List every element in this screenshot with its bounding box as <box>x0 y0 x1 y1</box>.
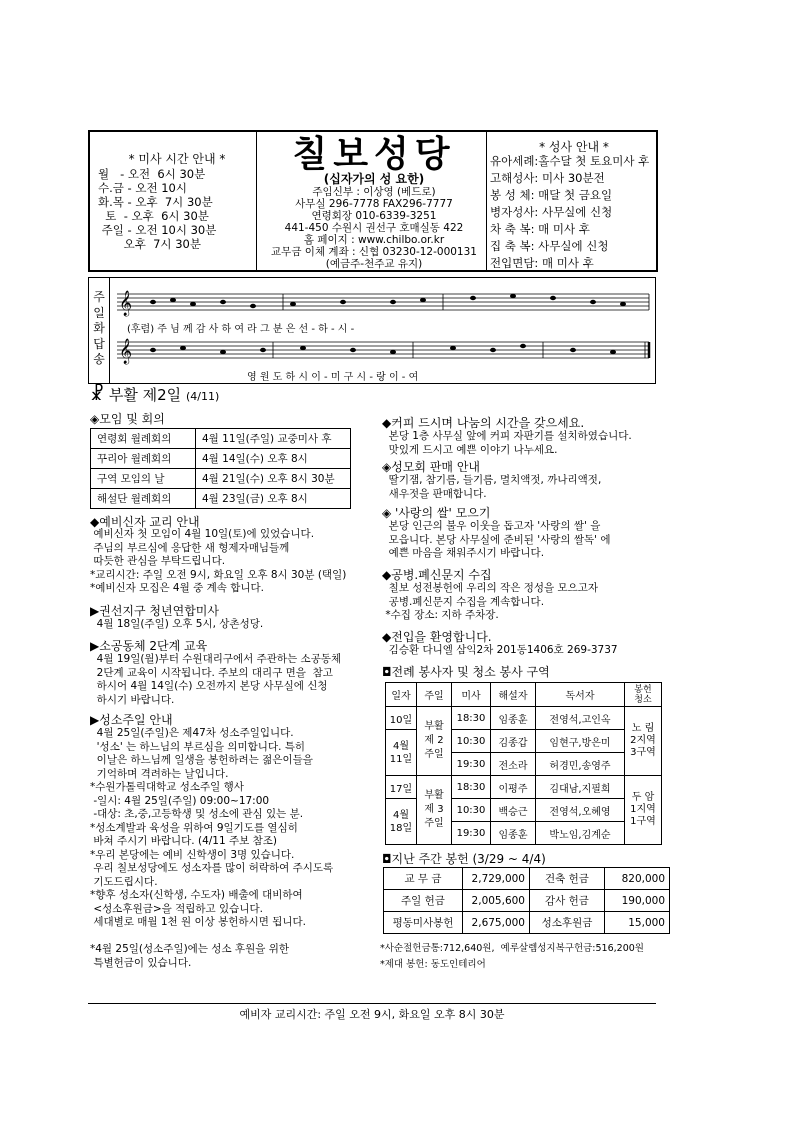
footer-divider <box>88 1003 656 1004</box>
office-phone-line: 사무실 296-7778 FAX296-7777 <box>295 198 453 210</box>
service-commentator: 임종훈 <box>491 707 536 730</box>
table-row <box>91 489 351 509</box>
meeting-time: 4월 21일(수) 오후 8시 30분 <box>196 469 351 489</box>
service-mass: 18:30 <box>452 776 491 799</box>
mass-row: 월 - 오전 6시 30분 <box>98 167 206 181</box>
offering-note-1: *사순절헌금통:712,640원, 예루살렘성지복구헌금:516,200원 <box>380 943 644 954</box>
column-header: 주일 <box>417 683 452 707</box>
service-readers: 박노임,김계순 <box>536 822 625 845</box>
meeting-time: 4월 11일(주일) 교중미사 후 <box>196 429 351 449</box>
meetings-table <box>90 428 351 509</box>
vocation-text: 4월 25일(주일)은 제47차 성소주일입니다. '성소' 는 하느님의 부르심을 의미합니다. 특히 이날은 하느님께 일생을 봉헌하려는 젊은이들을 기억하며 격려하는 날입니다. *수원가톨릭대학교 성소주일 행사 -일시: 4월 25일(주일) 09:00~17:00 -대상: 초,중,고등학생 및 성소에 관심 있는 분. *성소계발과 육성을 위하여 9일기도를 열심히 바쳐 주시기 바랍니다. (4/11 주보 참조) *우리 본당에는 예비 신학생이 3명 있습니다. 우리 칠보성당에도 성소자를 많이 허락하여 주시도록 기도드립시다. *향후 성소자(신학생, 수도자) 배출에 대비하여 <성소후원금>을 적립하고 있습니다. 세대별로 매월 1천 원 이상 봉헌하시면 됩니다. <box>90 727 334 928</box>
sale-heading: ◈성모회 판매 안내 <box>382 460 481 474</box>
offering-label: 성소후원금 <box>530 912 605 934</box>
sacrament-row: 유아세례:홀수달 첫 토요미사 후 <box>490 154 650 168</box>
responsorial-psalm-box <box>88 277 656 384</box>
service-date: 17일 <box>386 776 417 799</box>
catechumen-text: 예비신자 첫 모임이 4월 10일(토)에 있었습니다. 주님의 부르심에 응답한 새 형제자매님들께 따듯한 관심을 부탁드립니다. *교리시간: 주일 오전 9시, 화요일 오후 8시 30분 (택일) *예비신자 모집은 4월 중 계속 합니다. <box>90 528 347 594</box>
offering-amount: 820,000 <box>605 868 670 890</box>
mass-row: 토 - 오후 6시 30분 <box>98 209 209 223</box>
service-zone: 두 암 1지역 1구역 <box>625 776 662 845</box>
service-zone: 노 림 2지역 3구역 <box>625 707 662 776</box>
sale-text: 딸기잼, 참기름, 들기름, 멸치액젓, 까나리액젓, 새우젓을 판매합니다. <box>388 474 602 500</box>
meeting-name: 해설단 월례회의 <box>91 489 196 509</box>
mass-time-title: * 미사 시간 안내 * <box>128 152 226 166</box>
service-mass: 10:30 <box>452 730 491 753</box>
offering-amount: 190,000 <box>605 890 670 912</box>
svg-text:𝄞: 𝄞 <box>119 339 133 364</box>
sunday-date: (4/11) <box>185 390 220 403</box>
youth-mass-heading: ▶권선지구 청년연합미사 <box>90 604 219 618</box>
footer-text: 예비자 교리시간: 주일 오전 9시, 화요일 오후 8시 30분 <box>239 1008 505 1021</box>
account-holder-line: (예금주-천주교 유지) <box>325 258 423 270</box>
vocation-heading: ▶성소주일 안내 <box>90 713 173 727</box>
rice-text: 본당 인근의 불우 이웃을 돕고자 '사랑의 쌀' 을 모읍니다. 본당 사무실에 준비된 '사랑의 쌀독' 에 예쁜 마음을 채워주시기 바랍니다. <box>388 520 611 559</box>
recycling-heading: ◆공병.폐신문지 수집 <box>382 568 492 582</box>
community-text: 4월 19일(월)부터 수원대리구에서 주관하는 소공동체 2단계 교육이 시작됩니다. 주보의 대리구 면을 참고 하시어 4월 14일(수) 오전까지 본당 사무실에 신청 하시기 바랍니다. <box>96 653 342 706</box>
community-heading: ▶소공동체 2단계 교육 <box>90 639 208 653</box>
service-mass: 19:30 <box>452 822 491 845</box>
offering-label: 건축 헌금 <box>530 868 605 890</box>
meeting-time: 4월 23일(금) 오후 8시 <box>196 489 351 509</box>
offering-label: 주일 헌금 <box>384 890 463 912</box>
offering-label: 교 무 금 <box>384 868 463 890</box>
table-row <box>384 890 670 912</box>
header-box <box>88 130 658 272</box>
coffee-text: 본당 1층 사무실 앞에 커피 자판기를 설치하였습니다. 맛있게 드시고 예쁜 이야기 나누세요. <box>388 430 632 456</box>
funeral-phone-line: 연령회장 010-6339-3251 <box>311 210 437 222</box>
sacrament-row: 전입면담: 매 미사 후 <box>490 256 594 270</box>
column-header: 해설자 <box>491 683 536 707</box>
service-readers: 임현구,방은미 <box>536 730 625 753</box>
special-collection-text: *4월 25일(성소주일)에는 성소 후원을 위한 특별헌금이 있습니다. <box>90 943 289 969</box>
column-header: 미사 <box>452 683 491 707</box>
welcome-heading: ◆전입을 환영합니다. <box>382 630 492 644</box>
offering-note-2: *제대 봉헌: 동도인테리어 <box>380 959 486 970</box>
table-row <box>386 683 662 707</box>
column-header: 독서자 <box>536 683 625 707</box>
service-heading: ◘전례 봉사자 및 청소 봉사 구역 <box>382 665 550 679</box>
service-readers: 전영석,오혜영 <box>536 799 625 822</box>
service-mass: 18:30 <box>452 707 491 730</box>
offering-label: 평동미사봉헌 <box>384 912 463 934</box>
service-mass: 10:30 <box>452 799 491 822</box>
rice-heading: ◈ '사랑의 쌀' 모으기 <box>382 506 491 520</box>
address-line: 441-450 수원시 권선구 호매실동 422 <box>284 222 464 234</box>
church-patron: (십자가의 성 요한) <box>323 172 425 186</box>
sunday-title <box>90 384 219 405</box>
service-table <box>385 682 662 845</box>
table-row <box>386 776 662 799</box>
sacrament-row: 고해성사: 미사 30분전 <box>490 171 605 185</box>
table-row <box>384 912 670 934</box>
svg-text:𝄞: 𝄞 <box>119 291 133 316</box>
offering-amount: 15,000 <box>605 912 670 934</box>
homepage-line: 홈 페이지 : www.chilbo.or.kr <box>303 234 445 246</box>
chi-rho-icon: ☧ <box>90 384 105 405</box>
pastor-line: 주임신부 : 이상영 (베드로) <box>312 186 436 198</box>
offering-table <box>383 867 670 934</box>
table-row <box>384 868 670 890</box>
church-name: 칠보성당 <box>292 133 456 175</box>
service-date: 10일 <box>386 707 417 730</box>
hymn-lyric-line-2: 영 원 도 하 시 이 - 미 구 시 - 랑 이 - 여 <box>247 372 419 383</box>
meeting-name: 꾸리아 월례회의 <box>91 449 196 469</box>
offering-heading: ◘지난 주간 봉헌 (3/29 ~ 4/4) <box>382 852 546 866</box>
hymn-lyric-line-1: (후렴) 주 님 께 감 사 하 여 라 그 분 은 선 - 하 - 시 - <box>127 324 355 335</box>
meeting-name: 구역 모임의 날 <box>91 469 196 489</box>
welcome-text: 김승환 다니엘 삼익2차 201동1406호 269-3737 <box>382 644 618 656</box>
offering-amount: 2,005,600 <box>463 890 530 912</box>
mass-row: 주일 - 오전 10시 30분 <box>98 223 217 237</box>
service-readers: 허경민,송영주 <box>536 753 625 776</box>
coffee-heading: ◆커피 드시며 나눔의 시간을 갖으세요. <box>382 416 585 430</box>
service-sunday: 부활 제 2 주일 <box>417 707 452 776</box>
service-date: 4월 18일 <box>386 799 417 845</box>
offering-amount: 2,729,000 <box>463 868 530 890</box>
service-commentator: 김종갑 <box>491 730 536 753</box>
table-row <box>91 429 351 449</box>
service-commentator: 전소라 <box>491 753 536 776</box>
service-commentator: 임종훈 <box>491 822 536 845</box>
youth-mass-text: 4월 18일(주일) 오후 5시, 상촌성당. <box>90 618 264 630</box>
column-header: 일자 <box>386 683 417 707</box>
column-header: 봉헌 청소 <box>625 683 662 707</box>
mass-row: 오후 7시 30분 <box>98 237 201 251</box>
recycling-text: 칠보 성전봉헌에 우리의 작은 정성을 모으고자 공병.폐신문지 수집을 계속합니다. *수집 장소: 지하 주차장. <box>385 582 599 621</box>
table-row <box>91 469 351 489</box>
sacrament-row: 집 축 복: 사무실에 신청 <box>490 239 609 253</box>
offering-amount: 2,675,000 <box>463 912 530 934</box>
catechumen-heading: ◆예비신자 교리 안내 <box>90 515 200 529</box>
service-commentator: 백승근 <box>491 799 536 822</box>
meeting-time: 4월 14일(수) 오후 8시 <box>196 449 351 469</box>
service-readers: 김대남,지필희 <box>536 776 625 799</box>
service-sunday: 부활 제 3 주일 <box>417 776 452 845</box>
table-row <box>91 449 351 469</box>
account-line: 교무금 이체 계좌 : 신협 03230-12-000131 <box>271 246 477 258</box>
offering-label: 감사 헌금 <box>530 890 605 912</box>
service-date: 4월 11일 <box>386 730 417 776</box>
sacrament-row: 병자성사: 사무실에 신청 <box>490 205 613 219</box>
sacrament-title: * 성사 안내 * <box>539 140 609 154</box>
sacrament-row: 차 축 복: 매 미사 후 <box>490 222 590 236</box>
meeting-name: 연령회 월례회의 <box>91 429 196 449</box>
sunday-name: 부활 제2일 <box>108 386 182 404</box>
service-readers: 전영석,고인옥 <box>536 707 625 730</box>
sacrament-row: 봉 성 체: 매달 첫 금요일 <box>490 188 613 202</box>
responsorial-psalm-label: 주일화답송 <box>93 290 105 366</box>
meetings-heading: ◈모임 및 회의 <box>90 412 165 426</box>
service-mass: 19:30 <box>452 753 491 776</box>
mass-row: 화.목 - 오후 7시 30분 <box>98 195 213 209</box>
mass-row: 수.금 - 오전 10시 <box>98 181 187 195</box>
table-row <box>386 707 662 730</box>
service-commentator: 이평주 <box>491 776 536 799</box>
